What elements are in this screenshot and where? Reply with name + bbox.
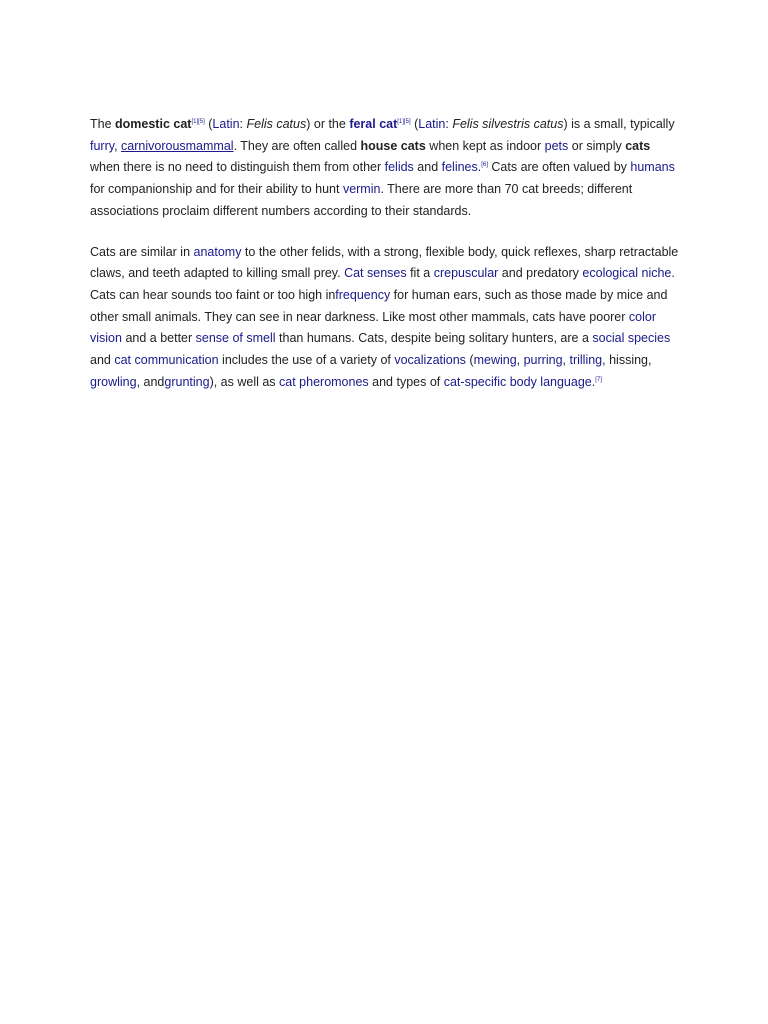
- link-carnivorous-mammal[interactable]: carnivorousmammal: [121, 138, 234, 153]
- text: and types of: [368, 374, 444, 389]
- link-purring[interactable]: purring: [523, 353, 563, 368]
- link-feral-cat[interactable]: feral cat: [349, 117, 398, 131]
- term-feral-cat[interactable]: [349, 117, 397, 131]
- term-house-cats: house cats: [360, 138, 426, 153]
- text: . There are more than 70 cat breeds; different associations proclaim different numbers according to their standards.: [90, 182, 633, 218]
- link-cat-communication[interactable]: cat communication: [114, 353, 219, 368]
- text: and: [90, 353, 115, 368]
- binomial-felis-silvestris-catus: Felis silvestris catus: [452, 117, 564, 131]
- link-trilling[interactable]: trilling: [569, 353, 603, 368]
- term-domestic-cat: domestic cat: [115, 117, 192, 131]
- text: than humans. Cats, despite being solitary hunters, are a: [275, 331, 593, 346]
- link-furry[interactable]: furry: [90, 138, 115, 153]
- term-cats: cats: [625, 138, 651, 153]
- reference-domestic-cat[interactable]: [191, 119, 204, 125]
- link-vocalizations[interactable]: vocalizations: [394, 353, 466, 368]
- binomial-felis-catus: Felis catus: [246, 117, 307, 131]
- link-social-species[interactable]: social species: [592, 331, 671, 346]
- text: ,: [114, 138, 122, 153]
- article-body: [90, 114, 682, 393]
- text: when kept as indoor: [425, 138, 545, 153]
- reference-body-language[interactable]: [595, 377, 602, 383]
- paragraph-intro: [90, 114, 682, 223]
- text: ,: [516, 353, 524, 368]
- text: (: [465, 353, 474, 368]
- text: (: [410, 117, 419, 131]
- text: and predatory: [498, 266, 583, 281]
- reference-link[interactable]: [1][5]: [191, 118, 205, 125]
- paragraph-characteristics: [90, 242, 682, 394]
- text: :: [445, 117, 453, 131]
- text: for companionship and for their ability to hunt: [90, 182, 343, 197]
- link-cat-body-language[interactable]: cat-specific body language: [443, 374, 592, 389]
- text: . Cats can hear sounds too faint or too high in: [90, 266, 675, 302]
- text: and: [413, 160, 442, 175]
- text: and a better: [121, 331, 196, 346]
- reference-feral-cat[interactable]: [397, 119, 410, 125]
- text: to the other felids, with a strong, flexible body, quick reflexes, sharp retractable claws, and teeth adapted to killing small prey.: [90, 244, 679, 281]
- text: (: [204, 117, 213, 131]
- link-felids[interactable]: felids: [384, 160, 414, 175]
- link-crepuscular[interactable]: crepuscular: [433, 266, 499, 281]
- link-vermin[interactable]: vermin: [342, 182, 381, 197]
- link-felines[interactable]: felines: [441, 160, 478, 175]
- text: :: [239, 117, 247, 131]
- reference-link[interactable]: [6]: [481, 162, 488, 169]
- text: Cats are similar in: [90, 244, 194, 259]
- link-color-vision[interactable]: color vision: [90, 309, 656, 346]
- reference-link[interactable]: [1][5]: [397, 118, 411, 125]
- text: . They are often called: [233, 138, 361, 153]
- text: .: [591, 374, 596, 389]
- reference-link[interactable]: [7]: [595, 376, 602, 383]
- text: .: [477, 160, 482, 175]
- link-sense-of-smell[interactable]: sense of smell: [195, 331, 276, 346]
- text: or simply: [568, 138, 626, 153]
- text: , hissing,: [602, 353, 652, 368]
- text: , and: [136, 374, 165, 389]
- link-grunting[interactable]: grunting: [164, 374, 210, 389]
- text: Cats are often valued by: [487, 160, 631, 175]
- text: ) or the: [306, 117, 350, 131]
- link-pets[interactable]: pets: [544, 138, 569, 153]
- text: for human ears, such as those made by mice and other small animals. They can see in near darkness. Like most other mammals, cats have poorer: [90, 287, 668, 324]
- link-cat-senses[interactable]: Cat senses: [344, 266, 407, 281]
- text: includes the use of a variety of: [218, 353, 395, 368]
- link-ecological-niche[interactable]: ecological niche: [582, 266, 672, 281]
- link-cat-pheromones[interactable]: cat pheromones: [279, 374, 369, 389]
- text: ,: [562, 353, 570, 368]
- text: ) is a small, typically: [563, 117, 675, 131]
- reference-felines[interactable]: [481, 162, 488, 168]
- text: when there is no need to distinguish them from other: [90, 160, 385, 175]
- text: fit a: [406, 266, 434, 281]
- link-humans[interactable]: humans: [630, 160, 675, 175]
- text: ), as well as: [209, 374, 280, 389]
- text: The: [90, 117, 116, 131]
- link-frequency[interactable]: frequency: [335, 287, 391, 302]
- link-latin[interactable]: Latin: [418, 117, 446, 131]
- link-anatomy[interactable]: anatomy: [193, 244, 242, 259]
- link-mewing[interactable]: mewing: [473, 353, 517, 368]
- link-latin[interactable]: Latin: [212, 117, 240, 131]
- link-growling[interactable]: growling: [90, 374, 137, 389]
